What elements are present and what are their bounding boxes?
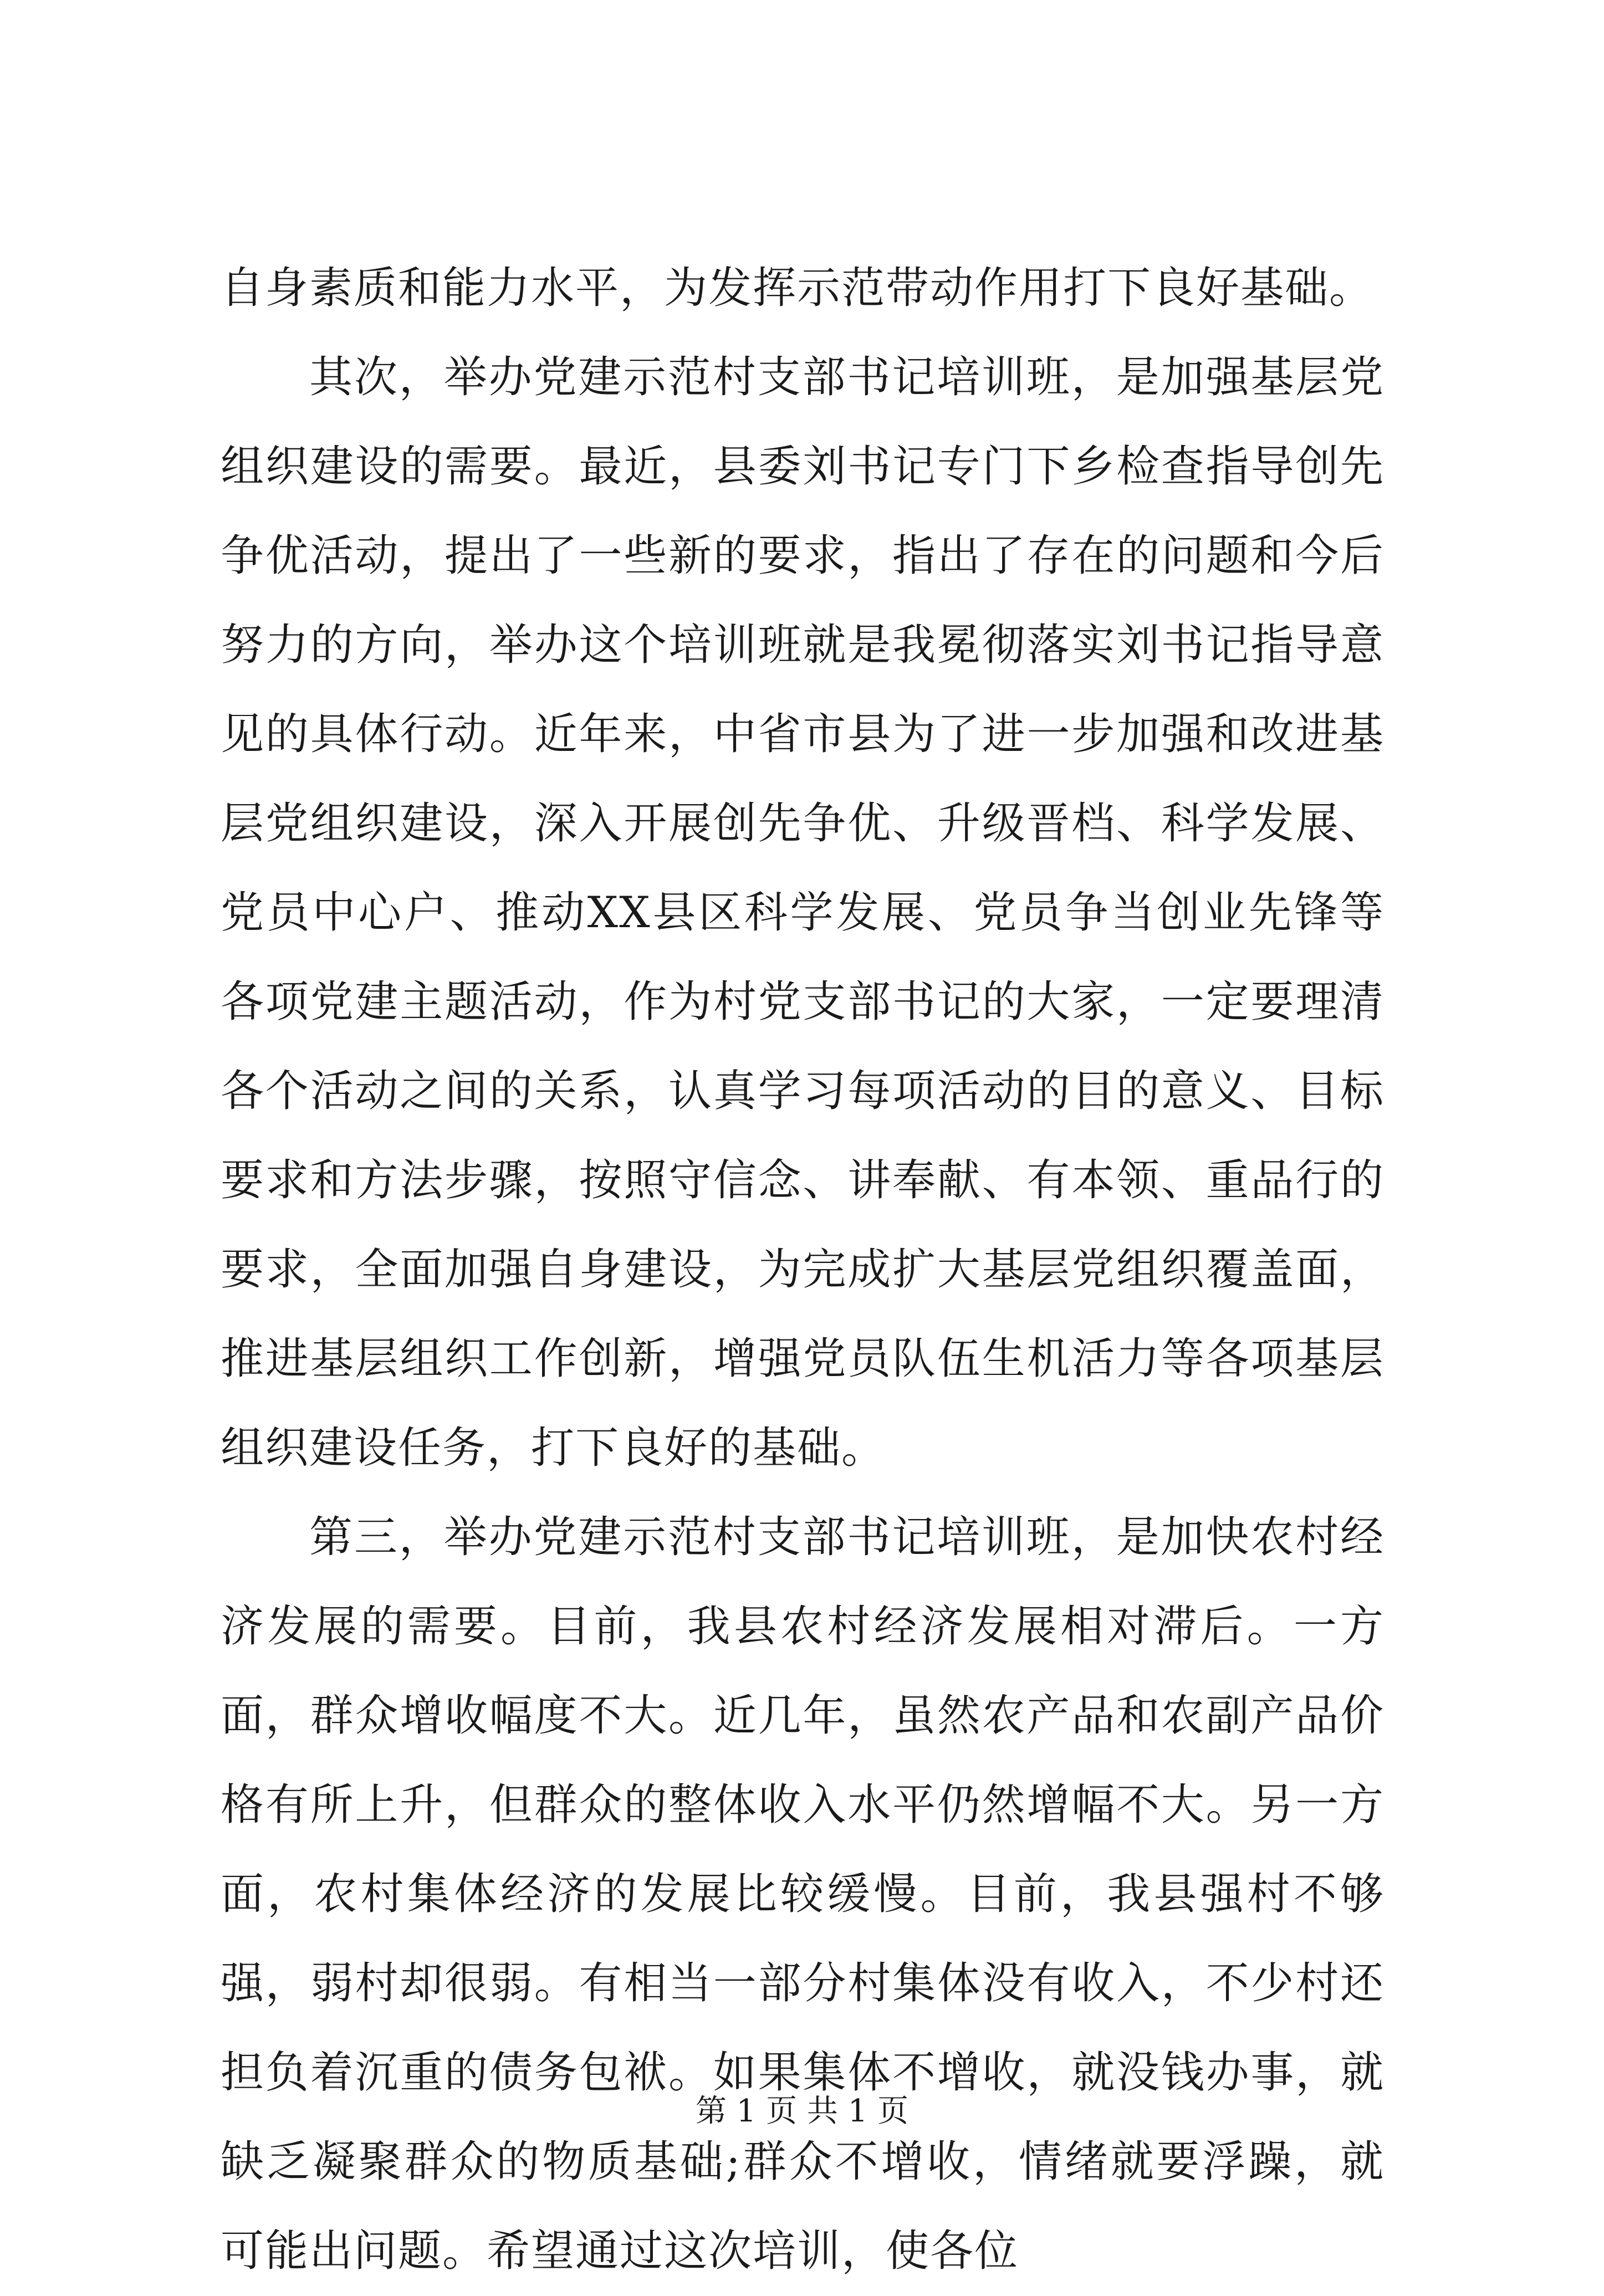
paragraph-1: 自身素质和能力水平，为发挥示范带动作用打下良好基础。	[221, 263, 1374, 313]
paragraph-2: 其次，举办党建示范村支部书记培训班，是加强基层党组织建设的需要。最近，县委刘书记专门下乡检查指导创先争优活动，提出了一些新的要求，指出了存在的问题和今后努力的方向，举办这个培训班就是我冕彻落实刘书记指导意见的具体行动。近年来，中省市县为了进一步加强和改进基层党组织建设，深入开展创先争优、升级晋档、科学发展、党员中心户、推动XX县区科学发展、党员争当创业先锋等各项党建主题活动，作为村党支部书记的大家，一定要理清各个活动之间的关系，认真学习每项活动的目的意义、目标要求和方法步骤，按照守信念、讲奉献、有本领、重品行的要求，全面加强自身建设，为完成扩大基层党组织覆盖面，推进基层组织工作创新，增强党员队伍生机活力等各项基层组织建设任务，打下良好的基础。	[221, 352, 1385, 1473]
paragraph-3: 第三，举办党建示范村支部书记培训班，是加快农村经济发展的需要。目前，我县农村经济发展相对滞后。一方面，群众增收幅度不大。近几年，虽然农产品和农副产品价格有所上升，但群众的整体收入水平仍然增幅不大。另一方面，农村集体经济的发展比较缓慢。目前，我县强村不够强，弱村却很弱。有相当一部分村集体没有收入，不少村还担负着沉重的债务包袱。如果集体不增收，就没钱办事，就缺乏凝聚群众的物质基础;群众不增收，情绪就要浮躁，就可能出问题。希望通过这次培训，使各位	[221, 1512, 1385, 2276]
document-body	[221, 244, 1385, 2296]
page-footer: 第 1 页 共 1 页	[695, 2093, 909, 2129]
